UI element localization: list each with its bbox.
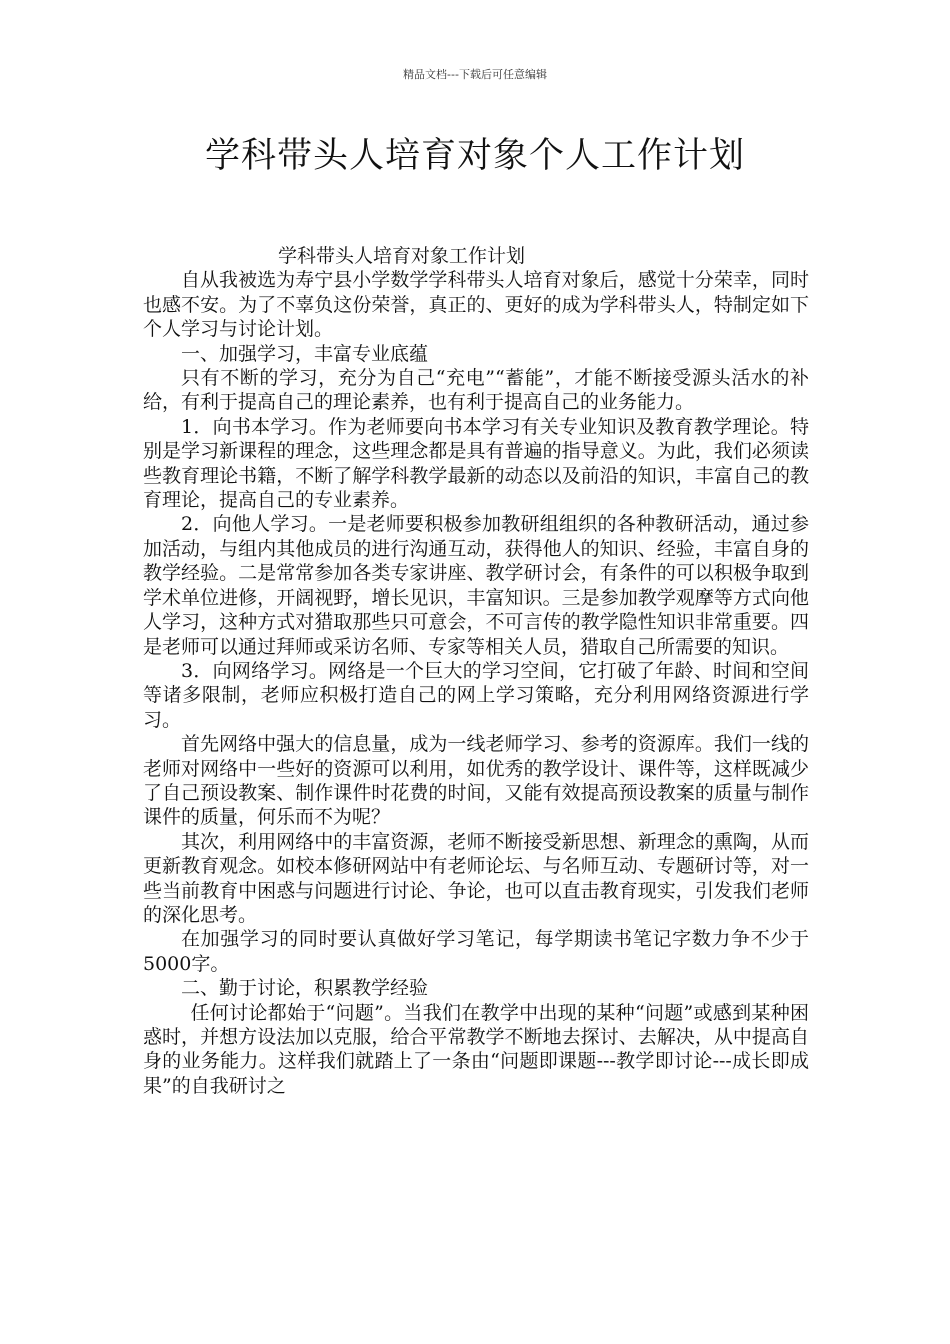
paragraph-learning-intro: 只有不断的学习，充分为自己“充电”“蓄能”，才能不断接受源头活水的补给，有利于提高自己的理论素养，也有利于提高自己的业务能力。 bbox=[143, 367, 809, 414]
section-heading-2: 二、勤于讨论，积累教学经验 bbox=[181, 977, 429, 1000]
paragraph-network-second: 其次，利用网络中的丰富资源，老师不断接受新思想、新理念的熏陶，从而更新教育观念。如校本修研网站中有老师论坛、与名师互动、专题研讨等，对一些当前教育中困惑与问题进行讨论、争论，也可以直击教育现实，引发我们老师的深化思考。 bbox=[143, 830, 809, 926]
paragraph-discussion: 任何讨论都始于“问题”。当我们在教学中出现的某种“问题”或感到某种困惑时，并想方设法加以克服，给合平常教学不断地去探讨、去解决，从中提高自身的业务能力。这样我们就踏上了一条由“问题即课题---教学即讨论---成长即成果”的自我研讨之 bbox=[143, 1001, 809, 1097]
document-body bbox=[143, 244, 809, 1098]
header-note: 精品文档---下载后可任意编辑 bbox=[403, 68, 547, 81]
paragraph-learn-from-others: 2．向他人学习。一是老师要积极参加教研组组织的各种教研活动，通过参加活动，与组内其他成员的进行沟通互动，获得他人的知识、经验，丰富自身的教学经验。二是常常参加各类专家讲座、教学研讨会，有条件的可以积极争取到学术单位进修，开阔视野，增长见识，丰富知识。三是参加教学观摩等方式向他人学习，这种方式对猎取那些只可意会，不可言传的教学隐性知识非常重要。四是老师可以通过拜师或采访名师、专家等相关人员，猎取自己所需要的知识。 bbox=[143, 513, 809, 658]
paragraph-study-notes: 在加强学习的同时要认真做好学习笔记，每学期读书笔记字数力争不少于5000字。 bbox=[143, 928, 809, 975]
document-title: 学科带头人培育对象个人工作计划 bbox=[204, 136, 745, 176]
document-subtitle: 学科带头人培育对象工作计划 bbox=[278, 245, 526, 267]
paragraph-learn-from-network: 3．向网络学习。网络是一个巨大的学习空间，它打破了年龄、时间和空间等诸多限制，老师应积极打造自己的网上学习策略，充分利用网络资源进行学习。 bbox=[143, 659, 809, 731]
paragraph-intro: 自从我被选为寿宁县小学数学学科带头人培育对象后，感觉十分荣幸，同时也感不安。为了不辜负这份荣誉，真正的、更好的成为学科带头人，特制定如下个人学习与讨论计划。 bbox=[143, 269, 809, 341]
paragraph-learn-from-books: 1．向书本学习。作为老师要向书本学习有关专业知识及教育教学理论。特别是学习新课程的理念，这些理念都是具有普遍的指导意义。为此，我们必须读些教育理论书籍，不断了解学科教学最新的动态以及前沿的知识，丰富自己的教育理论，提高自己的专业素养。 bbox=[143, 415, 809, 512]
paragraph-network-first: 首先网络中强大的信息量，成为一线老师学习、参考的资源库。我们一线的老师对网络中一些好的资源可以利用，如优秀的教学设计、课件等，这样既减少了自己预设教案、制作课件时花费的时间，又能有效提高预设教案的质量与制作课件的质量，何乐而不为呢？ bbox=[143, 733, 809, 829]
section-heading-1: 一、加强学习，丰富专业底蕴 bbox=[181, 342, 429, 365]
